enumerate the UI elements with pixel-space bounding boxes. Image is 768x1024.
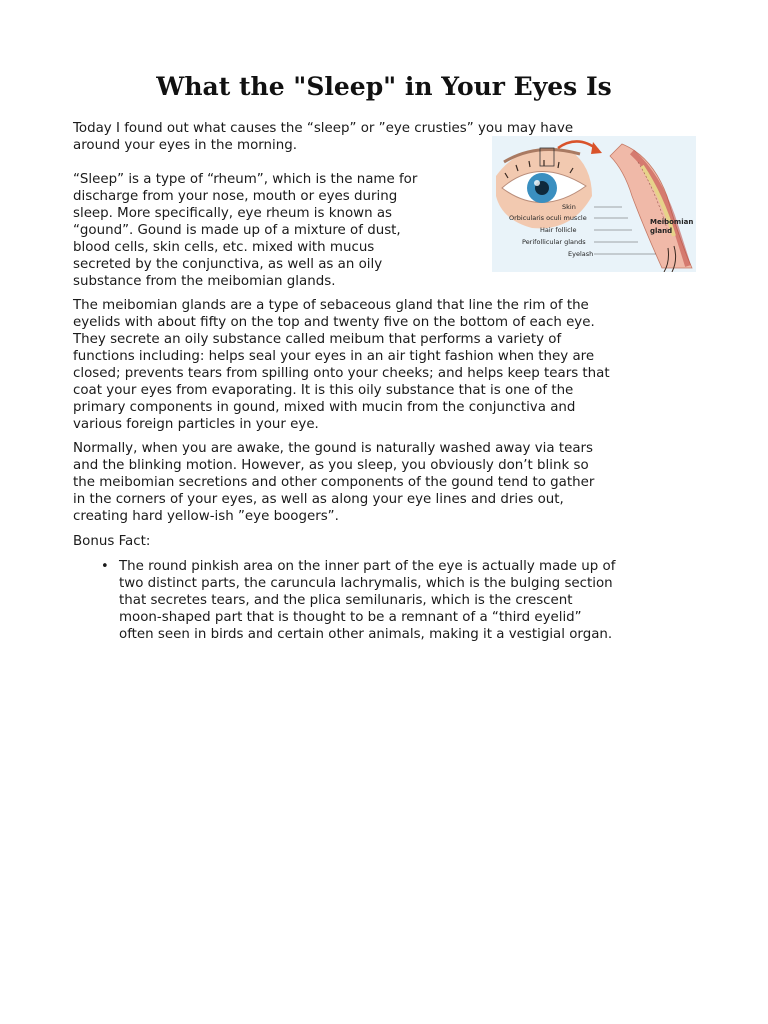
figure-label: Hair follicle	[540, 226, 577, 234]
text-line: the meibomian secretions and other components of the gound tend to gather	[73, 475, 595, 490]
text-line: The round pinkish area on the inner part of the eye is actually made up of	[119, 559, 616, 574]
figure-callout: gland	[650, 227, 673, 235]
text-line: and the blinking motion. However, as you sleep, you obviously don’t blink so	[73, 458, 589, 473]
eye-anatomy-illustration	[492, 136, 696, 272]
text-line: sleep. More specifically, eye rheum is known as	[73, 206, 393, 221]
text-line: moon-shaped part that is thought to be a remnant of a “third eyelid”	[119, 610, 582, 625]
figure-label: Eyelash	[568, 250, 594, 258]
text-line: two distinct parts, the caruncula lachrymalis, which is the bulging section	[119, 576, 613, 591]
text-line: primary components in gound, mixed with mucin from the conjunctiva and	[73, 400, 576, 415]
bullet-icon: •	[101, 559, 109, 574]
eye-anatomy-figure	[492, 136, 696, 272]
text-line: that secretes tears, and the plica semilunaris, which is the crescent	[119, 593, 573, 608]
text-line: around your eyes in the morning.	[73, 138, 297, 153]
arrow-head-icon	[591, 142, 602, 154]
text-line: blood cells, skin cells, etc. mixed with mucus	[73, 240, 375, 255]
text-line: coat your eyes from evaporating. It is this oily substance that is one of the	[73, 383, 574, 398]
text-line: Normally, when you are awake, the gound is naturally washed away via tears	[73, 441, 594, 456]
text-line: functions including: helps seal your eyes in an air tight fashion when they are	[73, 349, 595, 364]
text-line: eyelids with about fifty on the top and twenty five on the bottom of each eye.	[73, 315, 595, 330]
eye-highlight	[534, 180, 540, 186]
figure-callout: Meibomian	[650, 218, 694, 226]
text-line: They secrete an oily substance called meibum that performs a variety of	[73, 332, 562, 347]
sleep-paragraph	[73, 440, 594, 525]
bonus-heading: Bonus Fact:	[73, 534, 151, 549]
figure-label: Perifollicular glands	[522, 238, 586, 246]
text-line: Today I found out what causes the “sleep” or ”eye crusties” you may have	[73, 121, 574, 136]
text-line: closed; prevents tears from spilling onto your cheeks; and helps keep tears that	[73, 366, 610, 381]
text-line: secreted by the conjunctiva, as well as an oily	[73, 257, 383, 272]
text-line: The meibomian glands are a type of sebaceous gland that line the rim of the	[73, 298, 589, 313]
figure-label: Orbicularis oculi muscle	[509, 214, 587, 222]
page-title: What the "Sleep" in Your Eyes Is	[156, 72, 612, 101]
bonus-item-text	[119, 558, 615, 643]
text-line: various foreign particles in your eye.	[73, 417, 319, 432]
text-line: creating hard yellow-ish ”eye boogers”.	[73, 509, 339, 524]
text-line: often seen in birds and certain other animals, making it a vestigial organ.	[119, 627, 613, 642]
figure-label: Skin	[562, 203, 576, 211]
text-line: “gound”. Gound is made up of a mixture of dust,	[73, 223, 401, 238]
meibomian-paragraph	[73, 297, 610, 433]
rheum-paragraph	[73, 171, 417, 290]
text-line: in the corners of your eyes, as well as along your eye lines and dries out,	[73, 492, 564, 507]
text-line: “Sleep” is a type of “rheum”, which is the name for	[73, 172, 418, 187]
text-line: substance from the meibomian glands.	[73, 274, 336, 289]
text-line: discharge from your nose, mouth or eyes during	[73, 189, 398, 204]
